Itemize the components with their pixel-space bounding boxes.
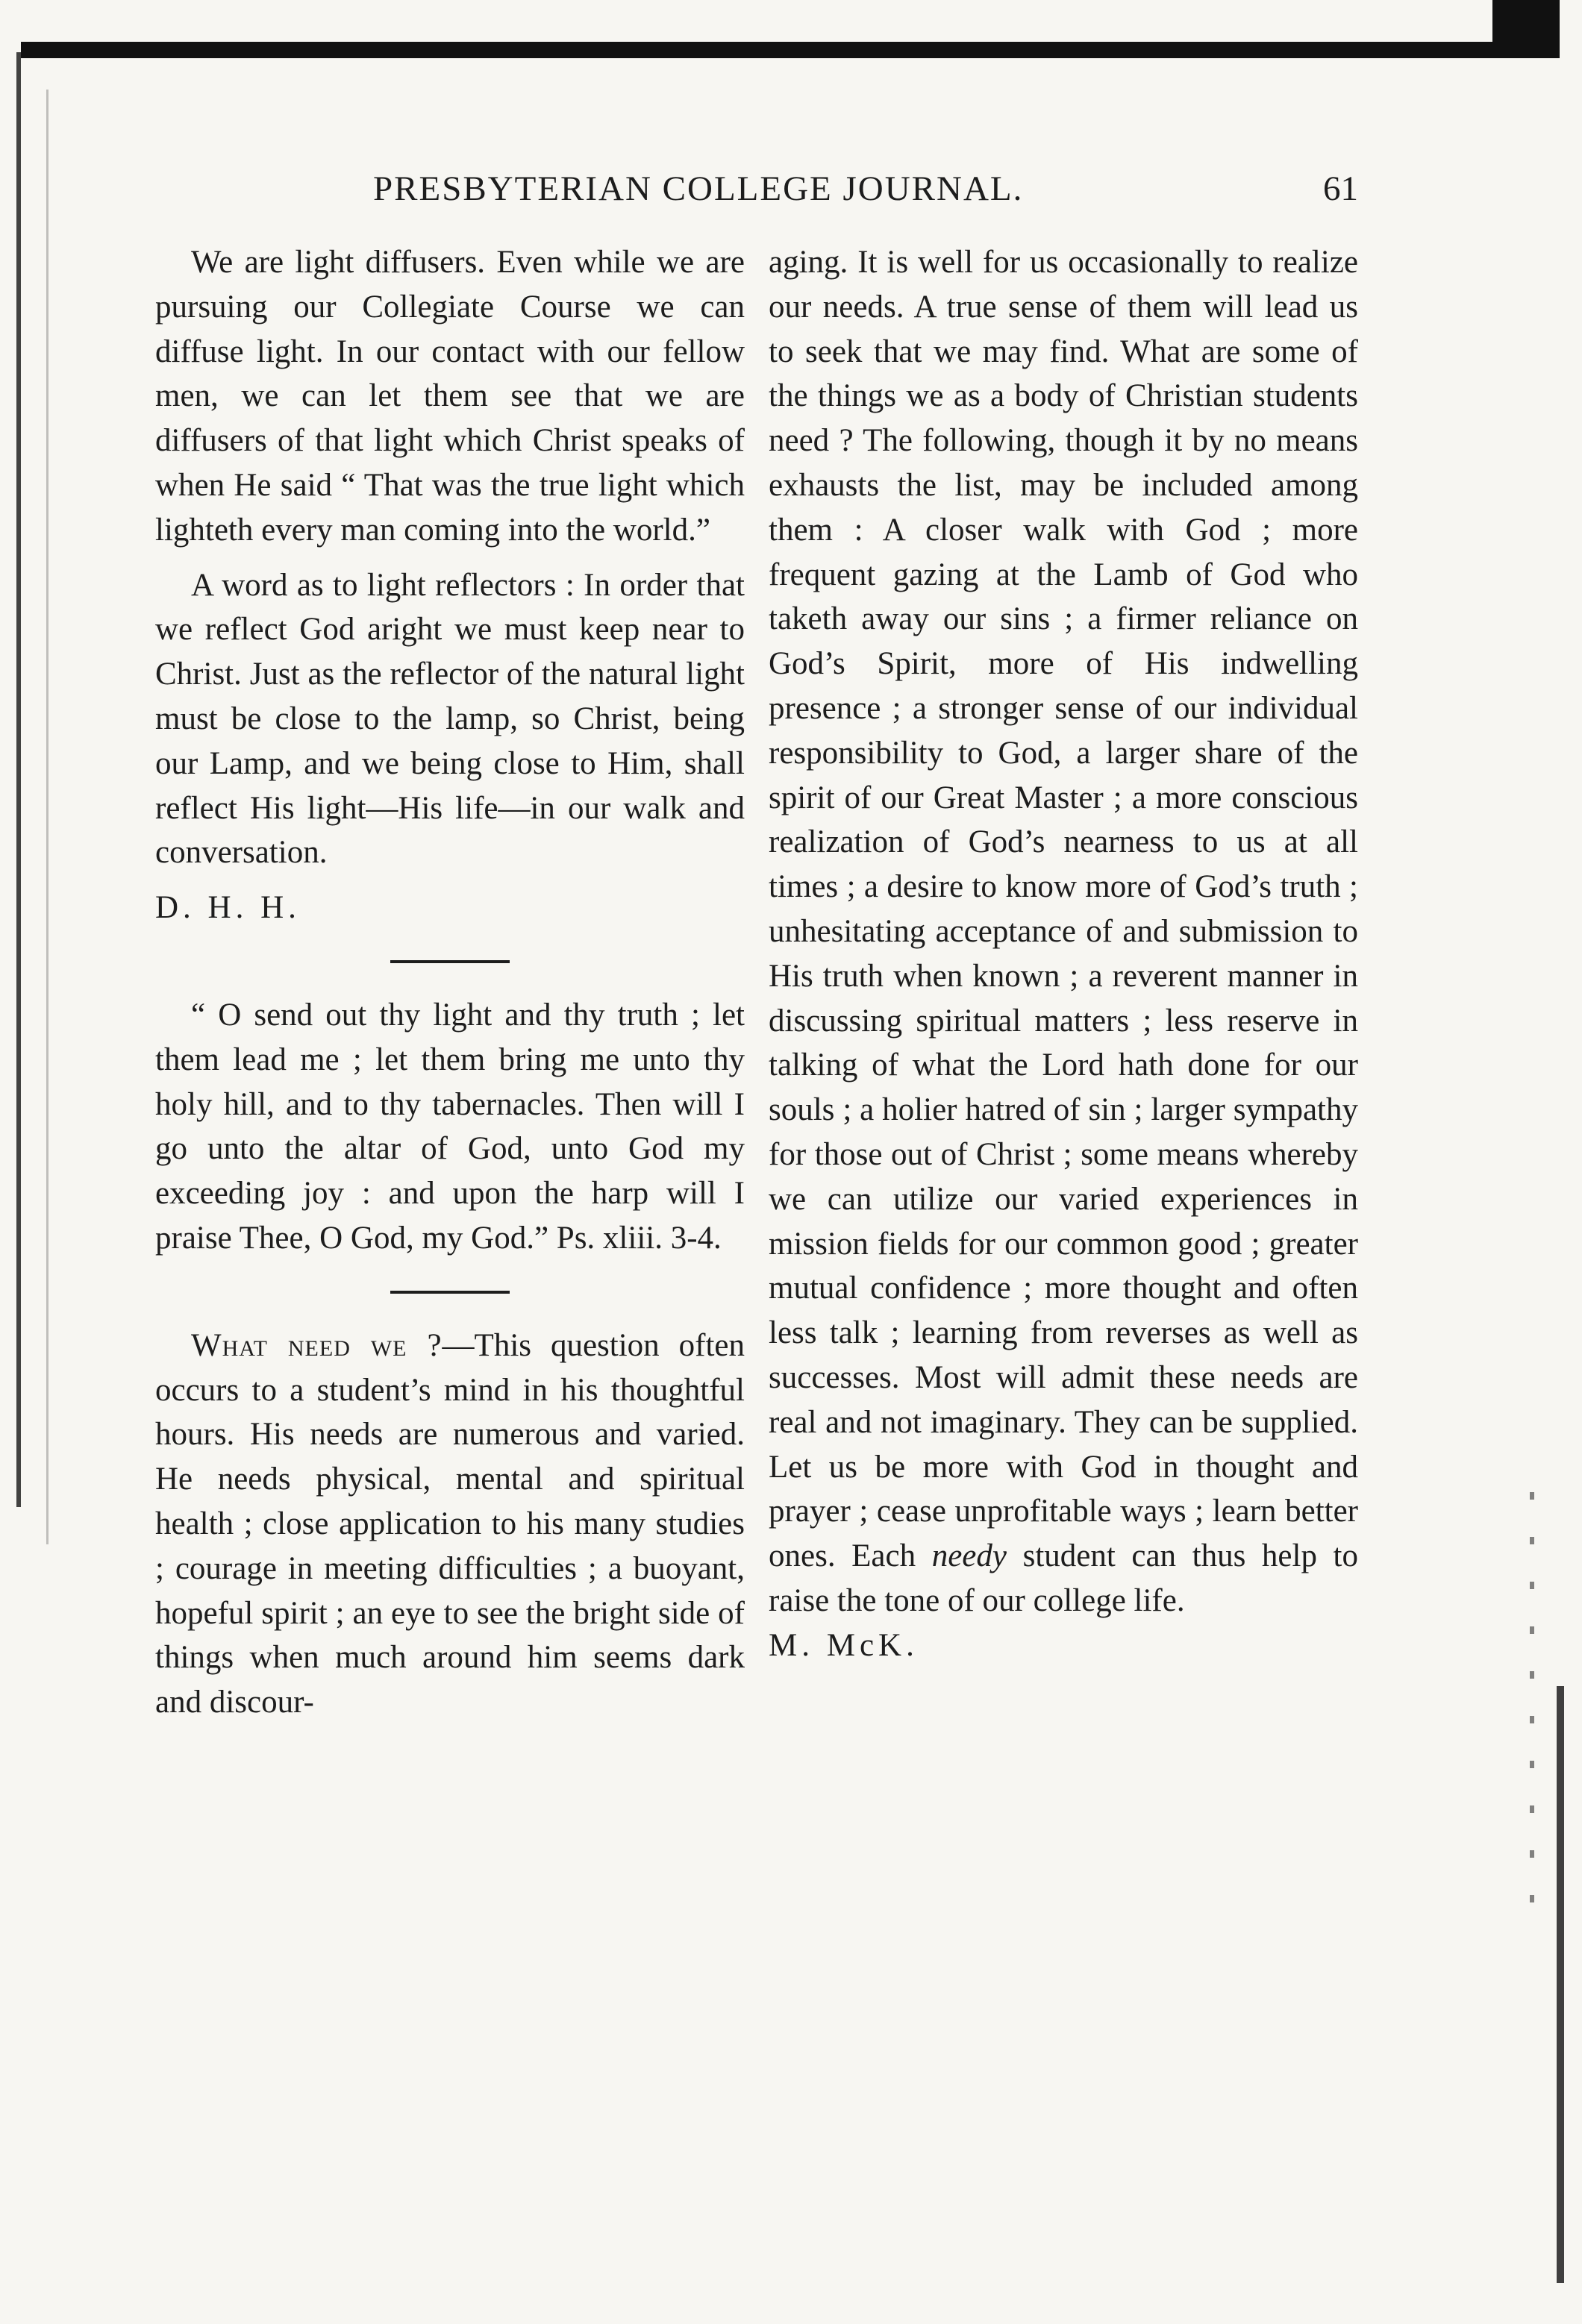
right-scan-edge bbox=[1557, 1686, 1564, 2283]
left-column bbox=[155, 240, 745, 1725]
paragraph-light-reflectors: A word as to light reflectors : In order that we reflect God aright we must keep near to Christ. Just as the reflector of the natural light must be close to the lamp, so Christ, being our Lamp, and we being close to Him, shall reflect His light—His life—in our walk and conversation. bbox=[155, 567, 745, 871]
italic-word: needy bbox=[931, 1538, 1007, 1574]
paragraph-student-needs bbox=[769, 240, 1358, 1623]
right-column bbox=[769, 240, 1358, 1668]
page-number: 61 bbox=[1323, 169, 1358, 208]
right-scan-specks bbox=[1530, 1492, 1534, 1940]
paragraph-text: —This question often occurs to a student’s mind in his thoughtful hours. His needs are numerous and varied. He needs physical, mental and spiritual health ; close application to his many studies ; courage in meeting difficulties ; a buoyant, hopeful spirit ; an eye to see the bright side of things when much around him seems dark and discour- bbox=[155, 1327, 745, 1720]
page-header bbox=[149, 169, 1358, 221]
paragraph-light-diffusers: We are light diffusers. Even while we are pursuing our Collegiate Course we can diffuse light. In our contact with our fellow men, we can let them see that we are diffusers of that light which Christ speaks of when He said “ That was the true light which lighteth every man coming into the world.” bbox=[155, 245, 745, 548]
top-border-rule bbox=[21, 42, 1528, 58]
paragraph-text-end: student can thus help to raise the tone of our college life. bbox=[769, 1538, 1359, 1618]
left-scan-line bbox=[46, 90, 49, 1544]
signature-dhh: D. H. H. bbox=[155, 890, 301, 926]
paragraph-what-need-we bbox=[155, 1324, 745, 1725]
scripture-quote: “ O send out thy light and thy truth ; let them lead me ; let them bring me unto thy holy hill, and to thy tabernacles. Then will I go unto the altar of God, unto God my exceeding joy : and upon the harp will I praise Thee, O God, my God.” Ps. xliii. 3-4. bbox=[155, 997, 745, 1256]
paragraph-text: aging. It is well for us occasionally to realize our needs. A true sense of them will lead us to seek that we may find. What are some of the things we as a body of Christian students need ? The following, though it by no means exhausts the list, may be included among them : A closer walk with God ; more frequent gazing at the Lamb of God who taketh away our sins ; a firmer reliance on God’s Spirit, more of His indwelling presence ; a stronger sense of our individual responsibility to God, a larger share of the spirit of our Great Master ; a more conscious realization of God’s nearness to us at all times ; a desire to know more of God’s truth ; unhesitating acceptance of and submission to His truth when known ; a reverent manner in discussing spiritual matters ; less reserve in talking of what the Lord hath done for our souls ; a holier hatred of sin ; larger sympathy for those out of Christ ; some means whereby we can utilize our varied experiences in mission fields for our common good ; greater mutual confidence ; more thought and often less talk ; learning from reverses as well as successes. Most will admit these needs are real and not imaginary. They can be supplied. Let us be more with God in thought and prayer ; cease unprofitable ways ; learn better ones. Each bbox=[769, 245, 1358, 1574]
signature-mmck: M. McK. bbox=[769, 1627, 919, 1663]
section-heading: What need we ? bbox=[191, 1327, 443, 1363]
section-separator bbox=[390, 960, 510, 963]
section-separator bbox=[390, 1291, 510, 1294]
left-binding-edge bbox=[16, 52, 27, 1507]
scan-edge-dark bbox=[1492, 0, 1560, 58]
journal-title: PRESBYTERIAN COLLEGE JOURNAL. bbox=[373, 169, 1024, 208]
